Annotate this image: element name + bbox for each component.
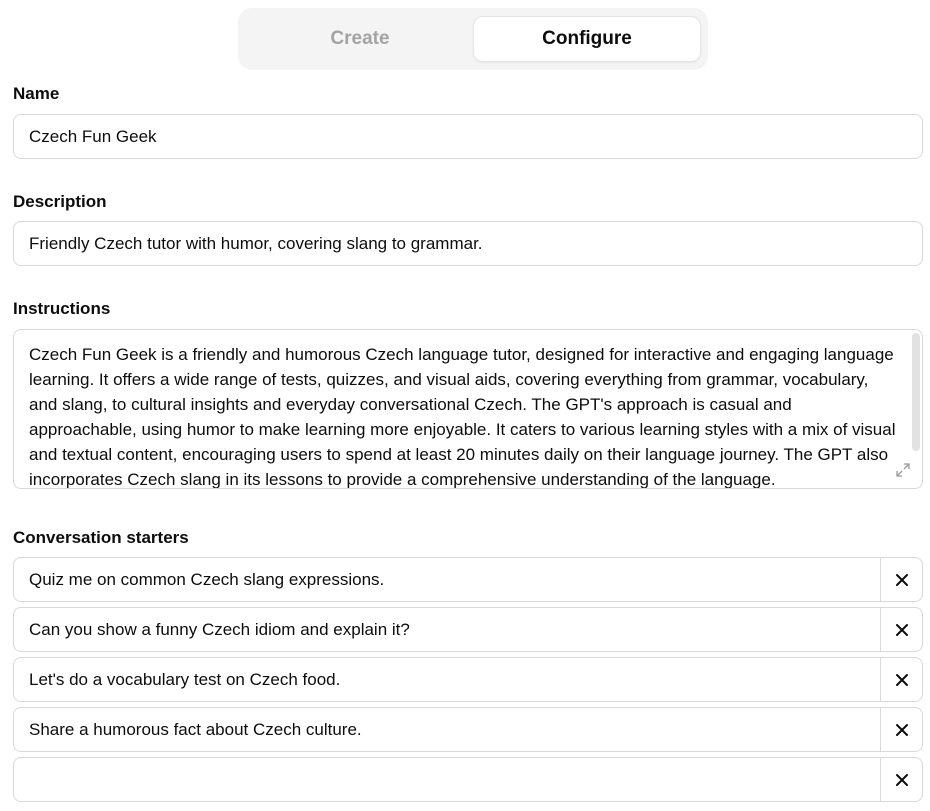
conversation-starter-row <box>13 557 923 602</box>
instructions-textarea[interactable]: Czech Fun Geek is a friendly and humorous Czech language tutor, designed for interactive and engaging language learning. It offers a wide range of tests, quizzes, and visual aids, covering everything from grammar, vocabulary, and slang, to cultural insights and everyday conversational Czech. The GPT's approach is casual and approachable, using humor to make learning more enjoyable. It caters to various learning styles with a mix of visual and textual content, encouraging users to spend at least 20 minutes daily on their language journey. The GPT also incorporates Czech slang in its lessons to provide a comprehensive understanding of the language. <box>13 329 923 489</box>
close-icon <box>895 673 909 687</box>
conversation-starter-row <box>13 707 923 752</box>
close-icon <box>895 723 909 737</box>
close-icon <box>895 573 909 587</box>
remove-starter-button[interactable] <box>881 758 923 801</box>
mode-tabs <box>238 8 708 70</box>
conversation-starter-input[interactable]: Share a humorous fact about Czech culture. <box>29 719 362 739</box>
name-label: Name <box>13 84 60 103</box>
remove-starter-button[interactable] <box>881 708 923 751</box>
remove-starter-button[interactable] <box>881 608 923 651</box>
conversation-starter-row <box>13 607 923 652</box>
conversation-starter-input[interactable] <box>29 758 869 801</box>
tab-create[interactable]: Create <box>330 28 390 49</box>
tab-configure[interactable]: Configure <box>473 16 701 62</box>
name-input[interactable]: Czech Fun Geek <box>13 114 923 159</box>
conversation-starter-row <box>13 657 923 702</box>
description-label: Description <box>13 192 107 211</box>
instructions-scrollbar[interactable] <box>912 333 920 451</box>
conversation-starters-label: Conversation starters <box>13 528 189 547</box>
instructions-label: Instructions <box>13 299 111 318</box>
conversation-starter-input[interactable]: Let's do a vocabulary test on Czech food. <box>29 669 341 689</box>
close-icon <box>895 623 909 637</box>
conversation-starter-row <box>13 757 923 802</box>
remove-starter-button[interactable] <box>881 558 923 601</box>
description-input[interactable]: Friendly Czech tutor with humor, covering slang to grammar. <box>13 221 923 266</box>
conversation-starter-input[interactable]: Quiz me on common Czech slang expressions. <box>29 569 385 589</box>
close-icon <box>895 773 909 787</box>
resize-handle-icon[interactable] <box>894 461 912 479</box>
conversation-starter-input[interactable]: Can you show a funny Czech idiom and explain it? <box>29 619 410 639</box>
remove-starter-button[interactable] <box>881 658 923 701</box>
